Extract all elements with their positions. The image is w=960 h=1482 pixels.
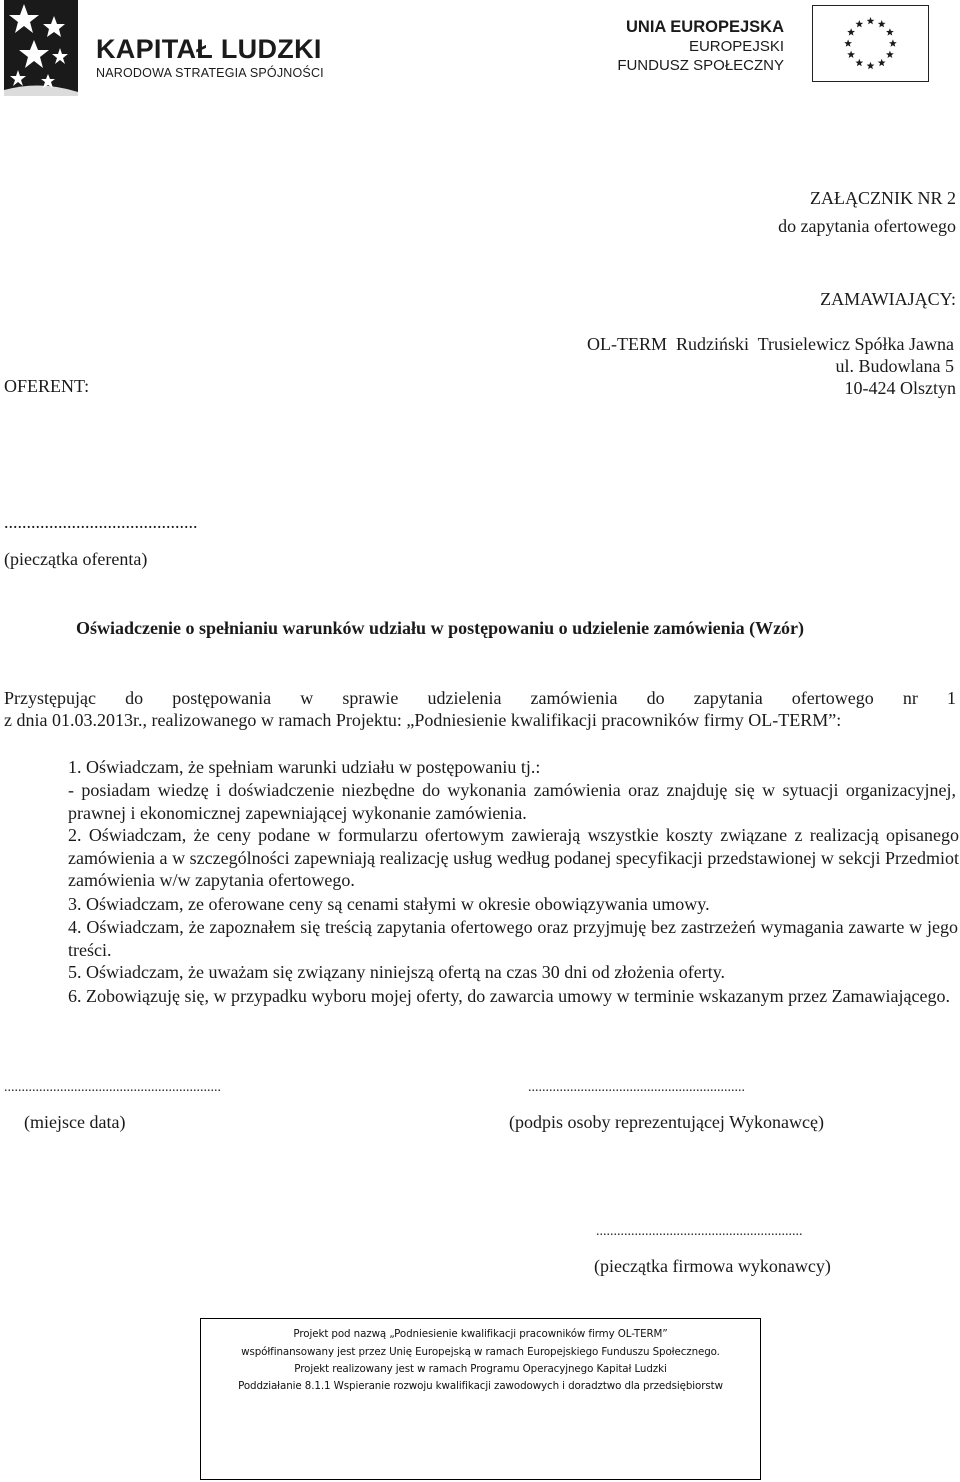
- statement-title: Oświadczenie o spełnianiu warunków udziału w postępowaniu o udzielenie zamówienia (Wzór): [76, 618, 805, 638]
- statement-item-3: 3. Oświadczam, ze oferowane ceny są cenami stałymi w okresie obowiązywania umowy.: [68, 894, 710, 914]
- statement-intro-line1: Przystępując do postępowania w sprawie udzielenia zamówienia do zapytania ofertowego nr 1: [4, 688, 956, 708]
- statement-item-6: 6. Zobowiązuję się, w przypadku wyboru mojej oferty, do zawarcia umowy w terminie wskazanym przez Zamawiającego.: [68, 986, 951, 1006]
- statement-item-4: 4. Oświadczam, że zapoznałem się treścią zapytania ofertowego oraz przyjmuję bez zastrzeżeń wymagania zawarte w jego treści.: [68, 917, 958, 960]
- project-footer-box: [200, 1318, 761, 1480]
- eu-flag-icon: [812, 5, 929, 82]
- bidder-stamp-dots: ...........................................: [4, 512, 198, 532]
- company-stamp-label: (pieczątka firmowa wykonawcy): [594, 1256, 831, 1276]
- kapital-ludzki-subtitle: NARODOWA STRATEGIA SPÓJNOŚCI: [96, 66, 324, 80]
- annex-subtitle: do zapytania ofertowego: [778, 216, 956, 236]
- eu-title: UNIA EUROPEJSKA: [626, 18, 784, 36]
- company-stamp-dots: ...........................................................: [596, 1224, 803, 1239]
- footer-line-1: Projekt pod nazwą „Podniesienie kwalifikacji pracowników firmy OL-TERM”: [293, 1328, 668, 1340]
- bidder-label: OFERENT:: [4, 376, 90, 396]
- footer-line-2: współfinansowany jest przez Unię Europejską w ramach Europejskiego Funduszu Społecznego.: [241, 1346, 720, 1358]
- annex-title: ZAŁĄCZNIK NR 2: [810, 188, 956, 208]
- statement-item-1-sub: - posiadam wiedzę i doświadczenie niezbędne do wykonania zamówienia oraz znajduję się w sytuacji organizacyjnej, prawnej i ekonomicznej zapewniającej wykonanie zamówienia.: [68, 780, 956, 823]
- contracting-label: ZAMAWIAJĄCY:: [820, 289, 956, 309]
- contracting-name: OL-TERM Rudziński Trusielewicz Spółka Jawna: [587, 334, 954, 354]
- eu-fund-line2: FUNDUSZ SPOŁECZNY: [617, 57, 784, 74]
- kapital-ludzki-logo-icon: [4, 0, 78, 96]
- place-date-label: (miejsce data): [24, 1112, 126, 1132]
- signature-label: (podpis osoby reprezentującej Wykonawcę): [509, 1112, 824, 1132]
- signature-dots: ..............................................................: [528, 1080, 745, 1095]
- footer-line-3: Projekt realizowany jest w ramach Programu Operacyjnego Kapitał Ludzki: [294, 1363, 667, 1375]
- statement-item-5: 5. Oświadczam, że uważam się związany niniejszą ofertą na czas 30 dni od złożenia oferty.: [68, 962, 726, 982]
- statement-item-1: 1. Oświadczam, że spełniam warunki udziału w postępowaniu tj.:: [68, 757, 541, 777]
- place-date-dots: ..............................................................: [4, 1080, 221, 1095]
- kapital-ludzki-title: KAPITAŁ LUDZKI: [96, 34, 322, 64]
- footer-line-4: Poddziałanie 8.1.1 Wspieranie rozwoju kwalifikacji zawodowych i doradztwo dla przedsiębiorstw: [238, 1380, 723, 1392]
- statement-intro-line2: z dnia 01.03.2013r., realizowanego w ramach Projektu: „Podniesienie kwalifikacji pracowników firmy OL-TERM”:: [4, 710, 842, 730]
- eu-fund-line1: EUROPEJSKI: [688, 38, 784, 55]
- contracting-city: 10-424 Olsztyn: [844, 378, 956, 398]
- bidder-stamp-label: (pieczątka oferenta): [4, 549, 148, 569]
- statement-item-2: 2. Oświadczam, że ceny podane w formularzu ofertowym zawierają wszystkie koszty związane z realizacją opisanego zamówienia a w szczególności zapewniają realizację usług według podanej specyfikacji przedstawionej w sekcji Przedmiot zamówienia w/w zapytania ofertowego.: [68, 825, 959, 890]
- contracting-street: ul. Budowlana 5: [835, 356, 954, 376]
